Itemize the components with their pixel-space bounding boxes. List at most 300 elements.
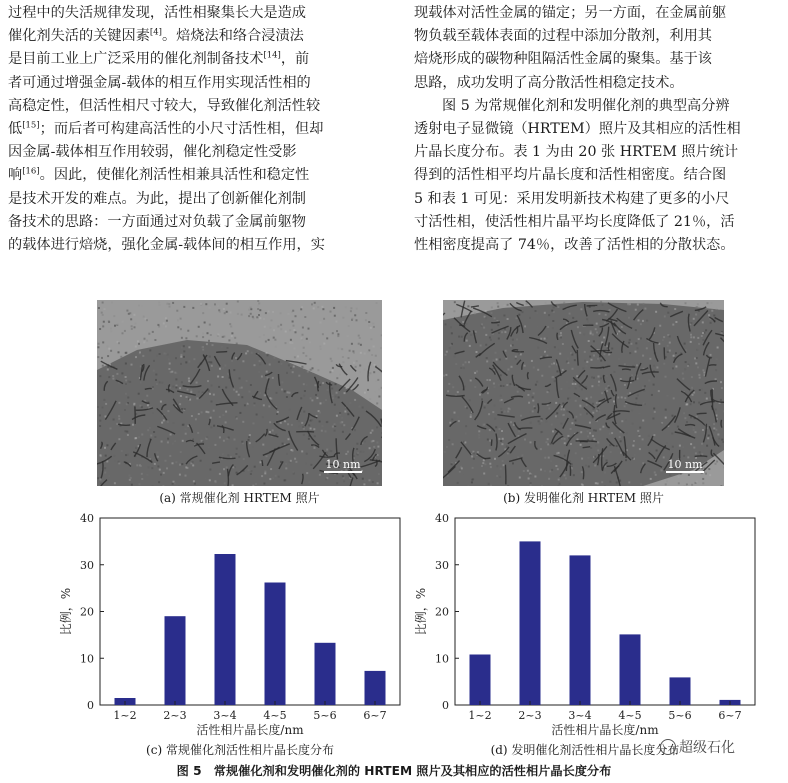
noise-grain (348, 325, 350, 327)
noise-grain (127, 434, 129, 436)
noise-grain (467, 485, 469, 486)
noise-grain (222, 367, 224, 369)
noise-grain (175, 357, 177, 359)
noise-grain (170, 434, 172, 436)
noise-grain (202, 333, 204, 335)
noise-grain (489, 379, 491, 381)
noise-grain (258, 371, 260, 373)
noise-grain (507, 304, 509, 306)
noise-grain (241, 314, 243, 316)
noise-grain (451, 463, 453, 465)
noise-grain (280, 422, 282, 424)
noise-grain (579, 385, 581, 387)
noise-grain (209, 307, 211, 309)
noise-grain (501, 399, 503, 401)
noise-grain (718, 308, 720, 310)
noise-grain (187, 330, 189, 332)
y-tick-label: 40 (80, 512, 94, 525)
noise-grain (687, 485, 689, 486)
x-tick-label: 1~2 (113, 709, 137, 722)
noise-grain (600, 437, 602, 439)
noise-grain (336, 330, 338, 332)
noise-grain (488, 413, 490, 415)
noise-grain (536, 307, 538, 309)
noise-grain (715, 369, 717, 371)
noise-grain (494, 405, 496, 407)
noise-grain (621, 420, 623, 422)
noise-grain (451, 419, 453, 421)
noise-grain (242, 360, 244, 362)
noise-grain (593, 355, 595, 357)
noise-grain (666, 480, 668, 482)
noise-grain (546, 441, 548, 443)
noise-grain (446, 351, 448, 353)
noise-grain (381, 387, 382, 389)
noise-grain (126, 431, 128, 433)
noise-grain (500, 408, 502, 410)
noise-grain (684, 417, 686, 419)
noise-grain (512, 344, 514, 346)
noise-grain (713, 428, 715, 430)
noise-grain (356, 308, 358, 310)
noise-grain (597, 441, 599, 443)
noise-grain (181, 408, 183, 410)
noise-grain (527, 470, 529, 472)
noise-grain (165, 460, 167, 462)
noise-grain (179, 474, 181, 476)
noise-grain (152, 331, 154, 333)
wechat-icon (660, 739, 676, 755)
caption-b: (b) 发明催化剂 HRTEM 照片 (503, 491, 664, 505)
noise-grain (445, 354, 447, 356)
noise-grain (285, 331, 287, 333)
noise-grain (637, 378, 639, 380)
noise-grain (594, 465, 596, 467)
noise-grain (317, 306, 319, 308)
noise-grain (702, 369, 704, 371)
noise-grain (206, 411, 208, 413)
noise-grain (270, 468, 272, 470)
noise-grain (312, 371, 314, 373)
noise-grain (596, 323, 598, 325)
noise-grain (248, 436, 250, 438)
noise-grain (174, 440, 176, 442)
noise-grain (677, 426, 679, 428)
noise-grain (481, 465, 483, 467)
noise-grain (552, 320, 554, 322)
noise-grain (447, 390, 449, 392)
noise-grain (653, 434, 655, 436)
noise-grain (188, 380, 190, 382)
noise-grain (624, 363, 626, 365)
noise-grain (172, 386, 174, 388)
noise-grain (280, 312, 282, 314)
noise-grain (235, 357, 237, 359)
bar (365, 671, 386, 705)
noise-grain (290, 460, 292, 462)
noise-grain (653, 365, 655, 367)
noise-grain (470, 416, 472, 418)
noise-grain (124, 409, 126, 411)
y-axis-label: 比例，% (59, 587, 73, 636)
noise-grain (181, 381, 183, 383)
noise-grain (570, 443, 572, 445)
noise-grain (599, 428, 601, 430)
noise-grain (127, 454, 129, 456)
noise-grain (690, 443, 692, 445)
noise-grain (268, 310, 270, 312)
noise-grain (519, 477, 521, 479)
noise-grain (486, 360, 488, 362)
noise-grain (338, 396, 340, 398)
noise-grain (255, 483, 257, 485)
noise-grain (547, 438, 549, 440)
noise-grain (562, 403, 564, 405)
noise-grain (502, 479, 504, 481)
noise-grain (524, 325, 526, 327)
noise-grain (194, 483, 196, 485)
noise-grain (592, 403, 594, 405)
noise-grain (443, 375, 445, 377)
noise-grain (644, 308, 646, 310)
noise-grain (672, 415, 674, 417)
noise-grain (454, 356, 456, 358)
noise-grain (572, 317, 574, 319)
noise-grain (629, 352, 631, 354)
noise-grain (465, 432, 467, 434)
noise-grain (99, 478, 101, 480)
noise-grain (97, 406, 99, 408)
noise-grain (165, 353, 167, 355)
noise-grain (635, 351, 637, 353)
noise-grain (286, 396, 288, 398)
noise-grain (557, 370, 559, 372)
noise-grain (259, 360, 261, 362)
text-segment: 。因此，使催化剂活性相兼具活性和稳定性 (39, 167, 310, 184)
noise-grain (280, 324, 282, 326)
noise-grain (320, 402, 322, 404)
noise-grain (326, 449, 328, 451)
noise-grain (106, 460, 108, 462)
text-line (8, 118, 378, 141)
noise-grain (497, 302, 499, 304)
noise-grain (183, 356, 185, 358)
noise-grain (665, 409, 667, 411)
noise-grain (308, 328, 310, 330)
noise-grain (465, 361, 467, 363)
noise-grain (674, 308, 676, 310)
noise-grain (288, 392, 290, 394)
noise-grain (250, 313, 252, 315)
noise-grain (371, 430, 373, 432)
noise-grain (536, 381, 538, 383)
noise-grain (530, 474, 532, 476)
noise-grain (181, 337, 183, 339)
noise-grain (284, 390, 286, 392)
noise-grain (214, 303, 216, 305)
noise-grain (319, 412, 321, 414)
noise-grain (146, 340, 148, 342)
noise-grain (551, 376, 553, 378)
noise-grain (620, 378, 622, 380)
noise-grain (494, 317, 496, 319)
noise-grain (562, 414, 564, 416)
noise-grain (566, 361, 568, 363)
noise-grain (669, 350, 671, 352)
noise-grain (102, 302, 104, 304)
noise-grain (210, 426, 212, 428)
noise-grain (495, 352, 497, 354)
noise-grain (130, 318, 132, 320)
noise-grain (690, 341, 692, 343)
noise-grain (269, 397, 271, 399)
noise-grain (593, 377, 595, 379)
noise-grain (227, 454, 229, 456)
noise-grain (242, 421, 244, 423)
noise-grain (241, 441, 243, 443)
noise-grain (160, 401, 162, 403)
text-segment: 催化剂失活的关键因素 (8, 28, 150, 45)
noise-grain (697, 337, 699, 339)
noise-grain (314, 447, 316, 449)
noise-grain (556, 412, 558, 414)
noise-grain (185, 466, 187, 468)
noise-grain (372, 481, 374, 483)
noise-grain (301, 366, 303, 368)
noise-grain (639, 427, 641, 429)
noise-grain (588, 483, 590, 485)
noise-grain (231, 360, 233, 362)
noise-grain (711, 310, 713, 312)
noise-grain (304, 316, 306, 318)
noise-grain (222, 376, 224, 378)
noise-grain (238, 394, 240, 396)
noise-grain (208, 447, 210, 449)
noise-grain (229, 312, 231, 314)
noise-grain (155, 374, 157, 376)
noise-grain (380, 347, 382, 349)
noise-grain (575, 387, 577, 389)
noise-grain (691, 376, 693, 378)
noise-grain (336, 392, 338, 394)
noise-grain (302, 327, 304, 329)
noise-grain (575, 400, 577, 402)
noise-grain (552, 430, 554, 432)
noise-grain (555, 465, 557, 467)
noise-grain (290, 339, 292, 341)
noise-grain (642, 355, 644, 357)
noise-grain (219, 368, 221, 370)
noise-grain (616, 482, 618, 484)
noise-grain (362, 451, 364, 453)
noise-grain (600, 360, 602, 362)
noise-grain (322, 333, 324, 335)
noise-grain (504, 411, 506, 413)
noise-grain (272, 311, 274, 313)
noise-grain (477, 451, 479, 453)
noise-grain (682, 373, 684, 375)
noise-grain (598, 381, 600, 383)
noise-grain (501, 331, 503, 333)
text-line (414, 118, 782, 141)
noise-grain (313, 307, 315, 309)
noise-grain (319, 421, 321, 423)
noise-grain (372, 323, 374, 325)
noise-grain (524, 365, 526, 367)
noise-grain (345, 453, 347, 455)
noise-grain (323, 402, 325, 404)
noise-grain (343, 424, 345, 426)
noise-grain (267, 388, 269, 390)
noise-grain (161, 422, 163, 424)
noise-grain (563, 302, 565, 304)
noise-grain (678, 482, 680, 484)
noise-grain (596, 331, 598, 333)
text-line (8, 48, 378, 71)
noise-grain (470, 334, 472, 336)
noise-grain (185, 337, 187, 339)
text-segment: 性相密度提高了 74％，改善了活性相的分散状态。 (414, 237, 735, 254)
noise-grain (708, 314, 710, 316)
noise-grain (157, 451, 159, 453)
noise-grain (606, 375, 608, 377)
noise-grain (354, 429, 356, 431)
noise-grain (331, 360, 333, 362)
text-segment: 备技术的思路：一方面通过对负载了金属前躯物 (8, 213, 306, 230)
noise-grain (153, 431, 155, 433)
noise-grain (695, 362, 697, 364)
noise-grain (262, 416, 264, 418)
noise-grain (342, 317, 344, 319)
noise-grain (713, 315, 715, 317)
noise-grain (263, 404, 265, 406)
noise-grain (630, 425, 632, 427)
noise-grain (254, 403, 256, 405)
noise-grain (167, 438, 169, 440)
noise-grain (559, 353, 561, 355)
noise-grain (464, 441, 466, 443)
noise-grain (120, 356, 122, 358)
noise-grain (532, 410, 534, 412)
noise-grain (466, 407, 468, 409)
noise-grain (107, 355, 109, 357)
noise-grain (339, 412, 341, 414)
noise-grain (520, 353, 522, 355)
noise-grain (323, 318, 325, 320)
noise-grain (498, 332, 500, 334)
noise-grain (489, 450, 491, 452)
y-tick-label: 20 (80, 605, 94, 619)
x-tick-label: 4~5 (263, 709, 287, 722)
noise-grain (347, 413, 349, 415)
noise-grain (669, 335, 671, 337)
noise-grain (98, 343, 100, 345)
noise-grain (259, 336, 261, 338)
text-segment: 思路，成功发明了高分散活性相稳定技术。 (414, 74, 684, 91)
noise-grain (176, 310, 178, 312)
noise-grain (227, 347, 229, 349)
noise-grain (118, 418, 120, 420)
noise-grain (490, 466, 492, 468)
noise-grain (669, 474, 671, 476)
noise-grain (360, 451, 362, 453)
noise-grain (602, 304, 604, 306)
noise-grain (377, 482, 379, 484)
noise-grain (125, 379, 127, 381)
noise-grain (303, 352, 305, 354)
bar (315, 643, 336, 705)
noise-grain (370, 432, 372, 434)
noise-grain (118, 415, 120, 417)
noise-grain (376, 442, 378, 444)
noise-grain (480, 345, 482, 347)
noise-grain (126, 403, 128, 405)
noise-grain (590, 331, 592, 333)
noise-grain (295, 461, 297, 463)
noise-grain (489, 337, 491, 339)
noise-grain (354, 399, 356, 401)
noise-grain (503, 385, 505, 387)
noise-grain (717, 434, 719, 436)
noise-grain (263, 483, 265, 485)
noise-grain (99, 375, 101, 377)
noise-grain (375, 355, 377, 357)
noise-grain (711, 302, 713, 304)
noise-grain (263, 318, 265, 320)
noise-grain (158, 481, 160, 483)
noise-grain (505, 358, 507, 360)
noise-grain (484, 463, 486, 465)
noise-grain (269, 327, 271, 329)
text-segment: 现载体对活性金属的锚定；另一方面，在金属前躯 (414, 5, 727, 21)
noise-grain (496, 475, 498, 477)
noise-grain (474, 386, 476, 388)
noise-grain (129, 475, 131, 477)
noise-grain (213, 425, 215, 427)
noise-grain (533, 392, 535, 394)
noise-grain (720, 381, 722, 383)
noise-grain (378, 396, 380, 398)
noise-grain (280, 452, 282, 454)
noise-grain (157, 465, 159, 467)
noise-grain (188, 346, 190, 348)
y-tick-label: 10 (435, 652, 449, 666)
noise-grain (632, 445, 634, 447)
noise-grain (684, 343, 686, 345)
text-segment: 得到的活性相平均片晶长度和活性相密度。结合图 (414, 167, 727, 184)
noise-grain (344, 411, 346, 413)
noise-grain (593, 340, 595, 342)
x-tick-label: 3~4 (213, 709, 237, 722)
noise-grain (619, 436, 621, 438)
noise-grain (223, 308, 225, 310)
noise-grain (151, 467, 153, 469)
y-axis-label: 比例，% (414, 587, 428, 636)
noise-grain (316, 397, 318, 399)
noise-grain (223, 440, 225, 442)
noise-grain (591, 359, 593, 361)
noise-grain (471, 456, 473, 458)
noise-grain (219, 473, 221, 475)
noise-grain (284, 479, 286, 481)
noise-grain (548, 314, 550, 316)
noise-grain (266, 371, 268, 373)
noise-grain (491, 307, 493, 309)
noise-grain (376, 426, 378, 428)
noise-grain (348, 357, 350, 359)
noise-grain (501, 411, 503, 413)
noise-grain (381, 334, 382, 336)
